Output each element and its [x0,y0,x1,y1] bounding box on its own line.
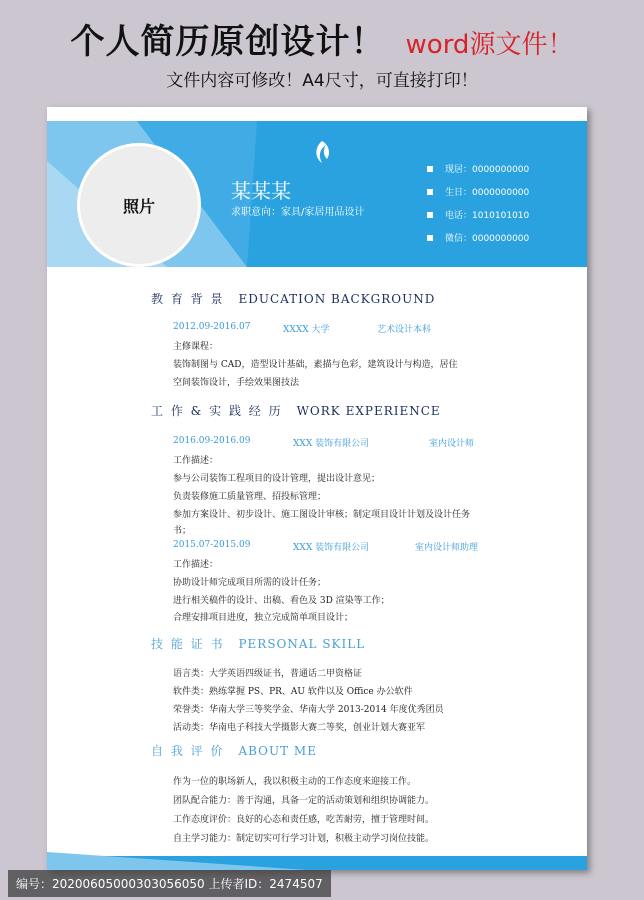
skill-line: 语言类：大学英语四级证书，普通话二甲资格证 [173,669,363,679]
skill-line: 软件类：熟练掌握 PS、PR、AU 软件以及 Office 办公软件 [173,687,413,697]
watermark-bar: 编号：20200605000303056050 上传者ID：2474507 [0,866,644,900]
education-major: 艺术设计本科 [377,325,432,335]
contact-list [427,157,529,249]
job-role: 室内设计师助理 [415,543,479,553]
job-line: 参加方案设计、初步设计、施工图设计审核；制定项目设计计划及设计任务 [173,510,471,520]
education-line: 装饰制图与 CAD，造型设计基础，素描与色彩，建筑设计与构造，居住 [173,360,458,370]
banner-title-row [0,14,644,60]
contact-item: 现居：0000000000 [427,157,529,180]
job-intent: 求职意向：家具/家居用品设计 [231,207,365,218]
bullet-square-icon [427,189,433,195]
job-line: 参与公司装饰工程项目的设计管理，提出设计意见； [173,474,381,484]
banner-title: 个人简历原创设计！ [70,22,386,62]
contact-item: 微信：0000000000 [427,226,529,249]
contact-item: 电话：1010101010 [427,203,529,226]
photo-label: 照片 [122,196,155,216]
education-line: 主修课程： [173,342,219,352]
job-company: XXX 装饰有限公司 [293,439,370,449]
job-line: 协助设计师完成项目所需的设计任务； [173,578,327,588]
job-role: 室内设计师 [429,439,475,449]
bullet-square-icon [427,166,433,172]
job-line: 工作描述： [173,456,219,466]
education-school: XXXX 大学 [283,325,330,335]
education-period: 2012.09-2016.07 [173,322,251,332]
about-line: 工作态度评价：良好的心态和责任感，吃苦耐劳，擅于管理时间。 [173,815,435,825]
job-line: 负责装修施工质量管理、招投标管理； [173,492,327,502]
resume-page [47,107,587,870]
about-line: 自主学习能力：制定切实可行学习计划，积极主动学习岗位技能。 [173,834,435,844]
candidate-name: 某某某 [231,179,291,203]
section-title-about: 自 我 评 价 ABOUT ME [151,744,317,758]
job-period: 2015.07-2015.09 [173,540,251,550]
education-line: 空间装饰设计，手绘效果图技法 [173,378,300,388]
skill-line: 荣誉类：华南大学三等奖学金、华南大学 2013-2014 年度优秀团员 [173,705,444,715]
bullet-square-icon [427,212,433,218]
banner-accent: word源文件！ [405,30,574,60]
job-line: 工作描述： [173,560,219,570]
section-title-skills: 技 能 证 书 PERSONAL SKILL [151,637,366,651]
job-line: 进行相关稿件的设计、出稿、看色及 3D 渲染等工作； [173,596,390,606]
skill-line: 活动类：华南电子科技大学摄影大赛二等奖，创业计划大赛亚军 [173,723,426,733]
job-period: 2016.09-2016.09 [173,436,251,446]
bullet-square-icon [427,235,433,241]
section-title-education: 教 育 背 景 EDUCATION BACKGROUND [151,292,436,306]
section-title-work: 工 作 & 实 践 经 历 WORK EXPERIENCE [151,404,441,418]
photo-placeholder [77,143,201,267]
logo-icon [311,139,333,165]
banner-subtitle: 文件内容可修改！A4尺寸，可直接打印！ [166,71,478,91]
job-company: XXX 装饰有限公司 [293,543,370,553]
contact-item: 生日：0000000000 [427,180,529,203]
about-line: 团队配合能力：善于沟通，具备一定的活动策划和组织协调能力。 [173,796,435,806]
job-line: 书； [173,526,192,536]
about-line: 作为一位的职场新人，我以积极主动的工作态度来迎接工作。 [173,777,417,787]
job-line: 合理安排项目进度，独立完成简单项目设计； [173,613,354,623]
